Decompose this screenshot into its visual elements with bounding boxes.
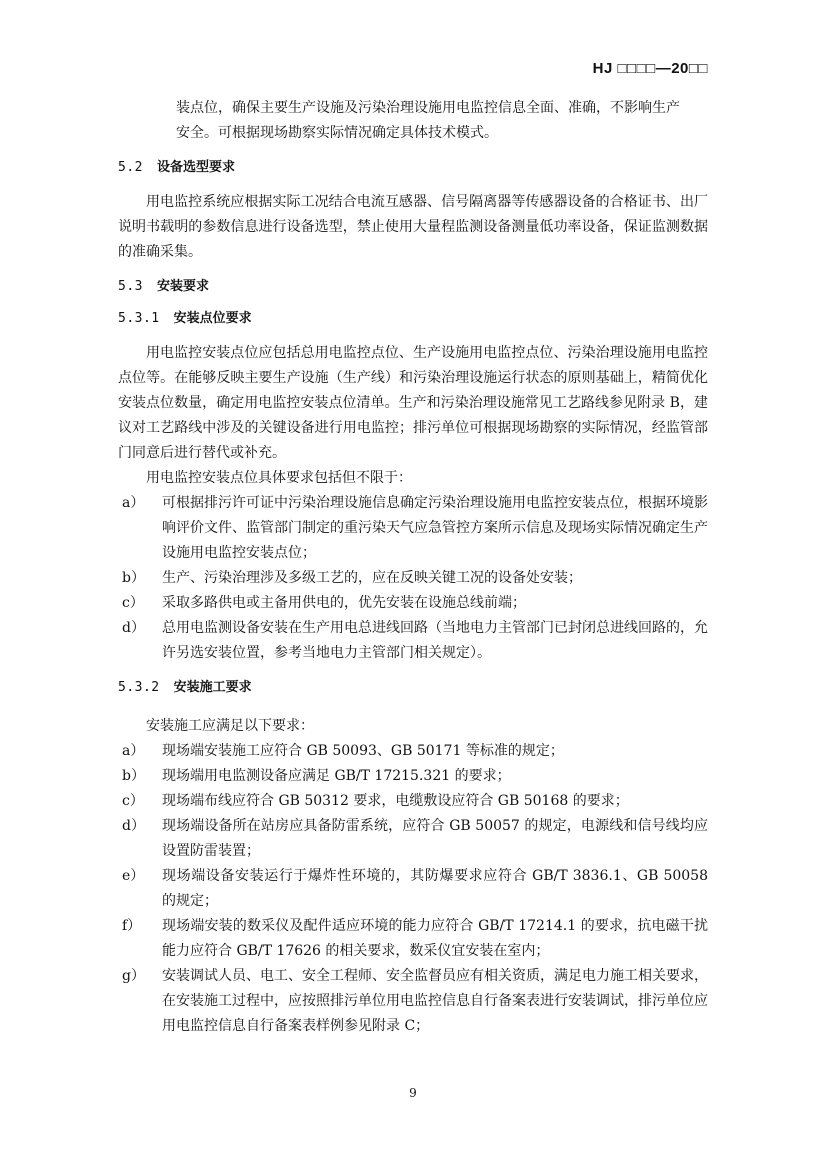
- list-text: 现场端安装的数采仪及配件适应环境的能力应符合 GB/T 17214.1 的要求，抗电磁干扰能力应符合 GB/T 17626 的相关要求，数采仪宜安装在室内；: [162, 918, 708, 959]
- intro-line-1: 装点位，确保主要生产设施及污染治理设施用电监控信息全面、准确，不影响生产: [176, 100, 680, 116]
- list-text: 采取多路供电或主备用供电的，优先安装在设施总线前端；: [162, 595, 526, 611]
- list-marker: c）: [122, 595, 144, 611]
- list-item: [118, 914, 708, 964]
- list-text: 现场端安装施工应符合 GB 50093、GB 50171 等标准的规定；: [162, 743, 564, 759]
- section-title: 安装点位要求: [173, 311, 252, 326]
- page-body: [118, 96, 708, 1039]
- list-text: 总用电监测设备安装在生产用电总进线回路（当地电力主管部门已封闭总进线回路的，允许另选安装位置，参考当地电力主管部门相关规定）。: [162, 620, 708, 661]
- section-5-2-heading: [118, 158, 708, 178]
- list-item: [118, 864, 708, 914]
- section-5-3-2-list: [118, 739, 708, 1039]
- list-item: [118, 814, 708, 864]
- section-5-3-2-heading: [118, 678, 708, 698]
- section-5-3-1-heading: [118, 309, 708, 329]
- list-marker: f）: [122, 918, 142, 934]
- section-number: 5.2: [118, 160, 143, 175]
- list-text: 可根据排污许可证中污染治理设施信息确定污染治理设施用电监控安装点位，根据环境影响评价文件、监管部门制定的重污染天气应急管控方案所示信息及现场实际情况确定生产设施用电监控安装点位；: [162, 495, 708, 561]
- list-marker: g）: [122, 968, 145, 984]
- list-item: [118, 491, 708, 566]
- section-number: 5.3: [118, 279, 143, 294]
- section-number: 5.3.2: [118, 680, 160, 695]
- list-item: [118, 616, 708, 666]
- section-title: 安装要求: [156, 279, 209, 294]
- list-text: 现场端布线应符合 GB 50312 要求，电缆敷设应符合 GB 50168 的要求；: [162, 793, 629, 809]
- list-text: 生产、污染治理涉及多级工艺的，应在反映关键工况的设备处安装；: [162, 570, 582, 586]
- list-item: [118, 789, 708, 814]
- list-marker: b）: [122, 768, 145, 784]
- list-item: [118, 566, 708, 591]
- intro-line-2: 安全。可根据现场勘察实际情况确定具体技术模式。: [176, 125, 498, 141]
- list-marker: e）: [122, 868, 145, 884]
- list-text: 现场端用电监测设备应满足 GB/T 17215.321 的要求；: [162, 768, 511, 784]
- section-5-3-1-paragraph: 用电监控安装点位应包括总用电监控点位、生产设施用电监控点位、污染治理设施用电监控点位等。在能够反映主要生产设施（生产线）和污染治理设施运行状态的原则基础上，精简优化安装点位数量，确定用电监控安装点位清单。生产和污染治理设施常见工艺路线参见附录 B，建议对工艺路线中涉及的关键设备进行用电监控；排污单位可根据现场勘察的实际情况，经监管部门同意后进行替代或补充。: [118, 345, 708, 461]
- list-marker: d）: [122, 818, 145, 834]
- page-number: 9: [409, 1086, 417, 1100]
- list-text: 安装调试人员、电工、安全工程师、安全监督员应有相关资质，满足电力施工相关要求，在安装施工过程中，应按照排污单位用电监控信息自行备案表进行安装调试，排污单位应用电监控信息自行备案表样例参见附录 C；: [162, 968, 708, 1034]
- section-title: 安装施工要求: [173, 680, 252, 695]
- list-item: [118, 764, 708, 789]
- section-5-3-2-intro: 安装施工应满足以下要求：: [146, 718, 314, 734]
- list-text: 现场端设备所在站房应具备防雷系统，应符合 GB 50057 的规定，电源线和信号线均应设置防雷装置；: [162, 818, 708, 859]
- document-code: HJ □□□□—20□□: [592, 60, 708, 77]
- list-marker: d）: [122, 620, 145, 636]
- list-marker: a）: [122, 495, 145, 511]
- section-5-3-1-intro: 用电监控安装点位具体要求包括但不限于：: [146, 470, 412, 486]
- list-item: [118, 739, 708, 764]
- list-marker: b）: [122, 570, 145, 586]
- section-number: 5.3.1: [118, 311, 160, 326]
- section-5-2-paragraph: 用电监控系统应根据实际工况结合电流互感器、信号隔离器等传感器设备的合格证书、出厂说明书载明的参数信息进行设备选型，禁止使用大量程监测设备测量低功率设备，保证监测数据的准确采集。: [118, 194, 708, 260]
- list-marker: c）: [122, 793, 144, 809]
- list-item: [118, 964, 708, 1039]
- section-5-3-heading: [118, 277, 708, 297]
- section-title: 设备选型要求: [156, 160, 235, 175]
- list-text: 现场端设备安装运行于爆炸性环境的，其防爆要求应符合 GB/T 3836.1、GB 50058 的规定；: [162, 868, 708, 909]
- section-5-3-1-list: [118, 491, 708, 666]
- list-marker: a）: [122, 743, 145, 759]
- list-item: [118, 591, 708, 616]
